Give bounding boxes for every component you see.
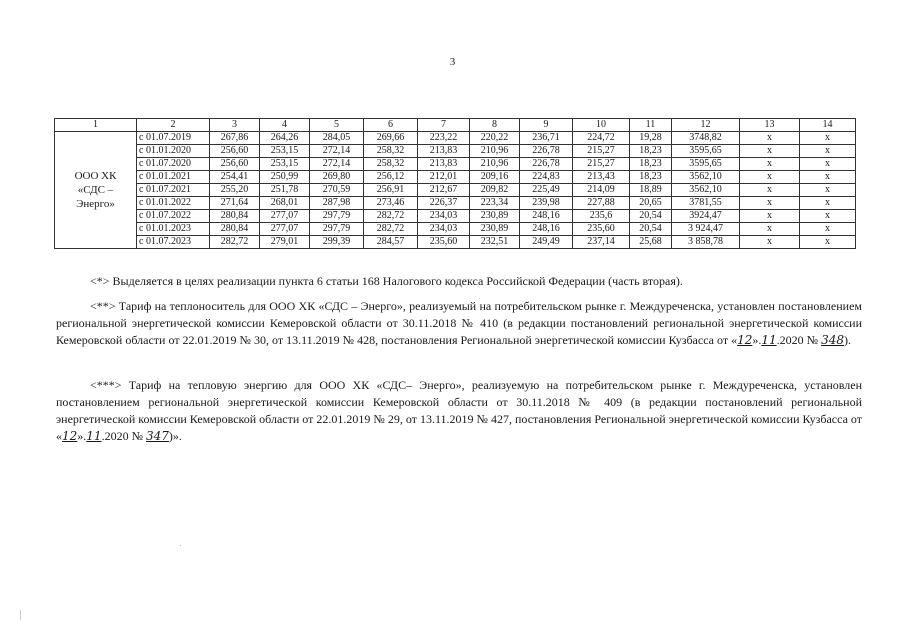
footnote-1 — [56, 273, 862, 290]
value-cell: 230,89 — [470, 223, 520, 236]
value-cell: 251,78 — [260, 184, 310, 197]
value-cell: 18,89 — [630, 184, 672, 197]
scan-speck — [20, 610, 21, 620]
value-cell: 232,51 — [470, 236, 520, 249]
column-header: 5 — [310, 119, 364, 132]
value-cell: 269,80 — [310, 171, 364, 184]
column-header: 2 — [137, 119, 210, 132]
table-row — [55, 158, 856, 171]
value-cell: 236,71 — [520, 132, 573, 145]
value-cell: 223,22 — [418, 132, 470, 145]
page-number: 3 — [449, 56, 456, 68]
value-cell: 256,60 — [210, 145, 260, 158]
column-header: 7 — [418, 119, 470, 132]
value-cell: 297,79 — [310, 210, 364, 223]
value-cell: 210,96 — [470, 158, 520, 171]
value-cell: х — [800, 184, 856, 197]
value-cell: 3 924,47 — [672, 223, 740, 236]
value-cell: х — [740, 223, 800, 236]
value-cell: 210,96 — [470, 145, 520, 158]
value-cell: 280,84 — [210, 223, 260, 236]
period-cell: с 01.01.2020 — [137, 145, 210, 158]
value-cell: 253,15 — [260, 158, 310, 171]
value-cell: 215,27 — [573, 158, 630, 171]
value-cell: 18,23 — [630, 145, 672, 158]
value-cell: 235,60 — [573, 223, 630, 236]
footnote-3-year: .2020 № — [101, 429, 147, 443]
table-row — [55, 210, 856, 223]
value-cell: 209,82 — [470, 184, 520, 197]
value-cell: 235,60 — [418, 236, 470, 249]
scan-speck — [180, 545, 181, 546]
value-cell: х — [800, 171, 856, 184]
value-cell: 209,16 — [470, 171, 520, 184]
value-cell: 3 858,78 — [672, 236, 740, 249]
value-cell: 19,28 — [630, 132, 672, 145]
column-header: 13 — [740, 119, 800, 132]
footnote-3-end: )». — [168, 429, 182, 443]
value-cell: 299,39 — [310, 236, 364, 249]
value-cell: 256,91 — [364, 184, 418, 197]
column-header: 4 — [260, 119, 310, 132]
value-cell: 212,01 — [418, 171, 470, 184]
column-header: 3 — [210, 119, 260, 132]
value-cell: 253,15 — [260, 145, 310, 158]
period-cell: с 01.01.2022 — [137, 197, 210, 210]
value-cell: 3595,65 — [672, 158, 740, 171]
value-cell: 224,72 — [573, 132, 630, 145]
value-cell: 284,57 — [364, 236, 418, 249]
value-cell: 254,41 — [210, 171, 260, 184]
period-cell: с 01.07.2019 — [137, 132, 210, 145]
footnote-2 — [56, 298, 862, 349]
value-cell: 256,12 — [364, 171, 418, 184]
table-row — [55, 171, 856, 184]
table-row — [55, 145, 856, 158]
value-cell: 258,32 — [364, 145, 418, 158]
value-cell: 282,72 — [364, 210, 418, 223]
value-cell: 248,16 — [520, 223, 573, 236]
column-header: 12 — [672, 119, 740, 132]
column-header: 1 — [55, 119, 137, 132]
value-cell: 223,34 — [470, 197, 520, 210]
table-row — [55, 223, 856, 236]
column-header: 8 — [470, 119, 520, 132]
value-cell: х — [740, 236, 800, 249]
value-cell: 250,99 — [260, 171, 310, 184]
value-cell: х — [800, 145, 856, 158]
column-header: 9 — [520, 119, 573, 132]
handwritten-number: 347 — [146, 429, 169, 443]
footnote-1-text: <*> Выделяется в целях реализации пункта 6 статьи 168 Налогового кодекса Российской Федерации (часть вторая). — [90, 274, 683, 288]
value-cell: 220,22 — [470, 132, 520, 145]
value-cell: 20,54 — [630, 223, 672, 236]
value-cell: х — [740, 158, 800, 171]
handwritten-day: 12 — [737, 333, 753, 347]
table-row — [55, 184, 856, 197]
value-cell: 255,20 — [210, 184, 260, 197]
value-cell: 258,32 — [364, 158, 418, 171]
organization-cell — [55, 132, 137, 249]
footnote-2-end: ). — [844, 333, 852, 347]
period-cell: с 01.07.2021 — [137, 184, 210, 197]
organization-line: ООО ХК — [74, 170, 117, 182]
organization-line: Энерго» — [76, 198, 115, 210]
value-cell: х — [740, 171, 800, 184]
value-cell: 284,05 — [310, 132, 364, 145]
footnote-2-text: <**> Тариф на теплоноситель для ООО ХК «СДС – Энерго», реализуемый на потребительском рынке г. Междуреченска, установлен постановлением региональной энергетической комиссии Кемеровской области от 30.11.2018 № 410 (в редакции постановлений региональной энергетической комиссии Кемеровской области от 22.01.2019 № 30, от 13.11.2019 № 428, постановления Региональной энергетической комиссии Кузбасса от « — [56, 299, 862, 347]
value-cell: х — [740, 197, 800, 210]
value-cell: 20,65 — [630, 197, 672, 210]
value-cell: 234,03 — [418, 223, 470, 236]
column-header: 11 — [630, 119, 672, 132]
value-cell: 272,14 — [310, 145, 364, 158]
value-cell: 272,14 — [310, 158, 364, 171]
value-cell: 249,49 — [520, 236, 573, 249]
value-cell: 3748,82 — [672, 132, 740, 145]
value-cell: 226,78 — [520, 158, 573, 171]
value-cell: 226,37 — [418, 197, 470, 210]
footnote-3-text: <***> Тариф на тепловую энергию для ООО ХК «СДС– Энерго», реализуемую на потребительском рынке г. Междуреченска, установлен постановлением региональной энергетической комиссии Кемеровской области от 30.11.2018 № 409 (в редакции постановлений региональной энергетической комиссии Кемеровской области от 22.01.2019 № 29, от 13.11.2019 № 427, постановления Региональной энергетической комиссии Кузбасса от « — [56, 378, 862, 443]
table-row — [55, 132, 856, 145]
value-cell: х — [800, 223, 856, 236]
value-cell: х — [800, 236, 856, 249]
value-cell: 270,59 — [310, 184, 364, 197]
value-cell: 227,88 — [573, 197, 630, 210]
value-cell: 235,6 — [573, 210, 630, 223]
value-cell: 213,83 — [418, 158, 470, 171]
value-cell: 277,07 — [260, 210, 310, 223]
value-cell: 280,84 — [210, 210, 260, 223]
tariff-table — [54, 118, 856, 249]
value-cell: 3562,10 — [672, 171, 740, 184]
period-cell: с 01.01.2023 — [137, 223, 210, 236]
value-cell: 239,98 — [520, 197, 573, 210]
value-cell: 18,23 — [630, 171, 672, 184]
value-cell: 230,89 — [470, 210, 520, 223]
footnote-3 — [56, 377, 862, 445]
table-body — [55, 132, 856, 249]
column-header: 6 — [364, 119, 418, 132]
period-cell: с 01.07.2023 — [137, 236, 210, 249]
value-cell: 248,16 — [520, 210, 573, 223]
value-cell: 297,79 — [310, 223, 364, 236]
value-cell: 268,01 — [260, 197, 310, 210]
column-header: 10 — [573, 119, 630, 132]
value-cell: 3924,47 — [672, 210, 740, 223]
footnote-2-year: .2020 № — [776, 333, 822, 347]
handwritten-number: 348 — [821, 333, 845, 347]
value-cell: 3562,10 — [672, 184, 740, 197]
value-cell: х — [740, 145, 800, 158]
value-cell: 282,72 — [364, 223, 418, 236]
value-cell: 215,27 — [573, 145, 630, 158]
footnote-3-sep: ». — [77, 429, 87, 443]
value-cell: 264,26 — [260, 132, 310, 145]
table-row — [55, 197, 856, 210]
handwritten-month: 11 — [86, 429, 102, 443]
table-header-row — [55, 119, 856, 132]
value-cell: 226,78 — [520, 145, 573, 158]
value-cell: 269,66 — [364, 132, 418, 145]
value-cell: х — [740, 132, 800, 145]
table-row — [55, 236, 856, 249]
value-cell: 277,07 — [260, 223, 310, 236]
value-cell: 3781,55 — [672, 197, 740, 210]
value-cell: 267,86 — [210, 132, 260, 145]
value-cell: 214,09 — [573, 184, 630, 197]
handwritten-month: 11 — [761, 333, 777, 347]
value-cell: 234,03 — [418, 210, 470, 223]
value-cell: 224,83 — [520, 171, 573, 184]
column-header: 14 — [800, 119, 856, 132]
period-cell: с 01.07.2022 — [137, 210, 210, 223]
value-cell: 20,54 — [630, 210, 672, 223]
value-cell: 282,72 — [210, 236, 260, 249]
organization-line: «СДС – — [77, 184, 114, 196]
value-cell: х — [800, 210, 856, 223]
value-cell: 25,68 — [630, 236, 672, 249]
value-cell: 287,98 — [310, 197, 364, 210]
value-cell: 212,67 — [418, 184, 470, 197]
value-cell: 213,83 — [418, 145, 470, 158]
footnote-2-sep: ». — [752, 333, 762, 347]
value-cell: х — [800, 132, 856, 145]
value-cell: 225,49 — [520, 184, 573, 197]
value-cell: х — [740, 184, 800, 197]
value-cell: 279,01 — [260, 236, 310, 249]
value-cell: 273,46 — [364, 197, 418, 210]
value-cell: х — [800, 197, 856, 210]
value-cell: 271,64 — [210, 197, 260, 210]
value-cell: 256,60 — [210, 158, 260, 171]
value-cell: х — [800, 158, 856, 171]
value-cell: 18,23 — [630, 158, 672, 171]
value-cell: х — [740, 210, 800, 223]
period-cell: с 01.01.2021 — [137, 171, 210, 184]
period-cell: с 01.07.2020 — [137, 158, 210, 171]
value-cell: 237,14 — [573, 236, 630, 249]
handwritten-day: 12 — [62, 429, 78, 443]
value-cell: 3595,65 — [672, 145, 740, 158]
value-cell: 213,43 — [573, 171, 630, 184]
